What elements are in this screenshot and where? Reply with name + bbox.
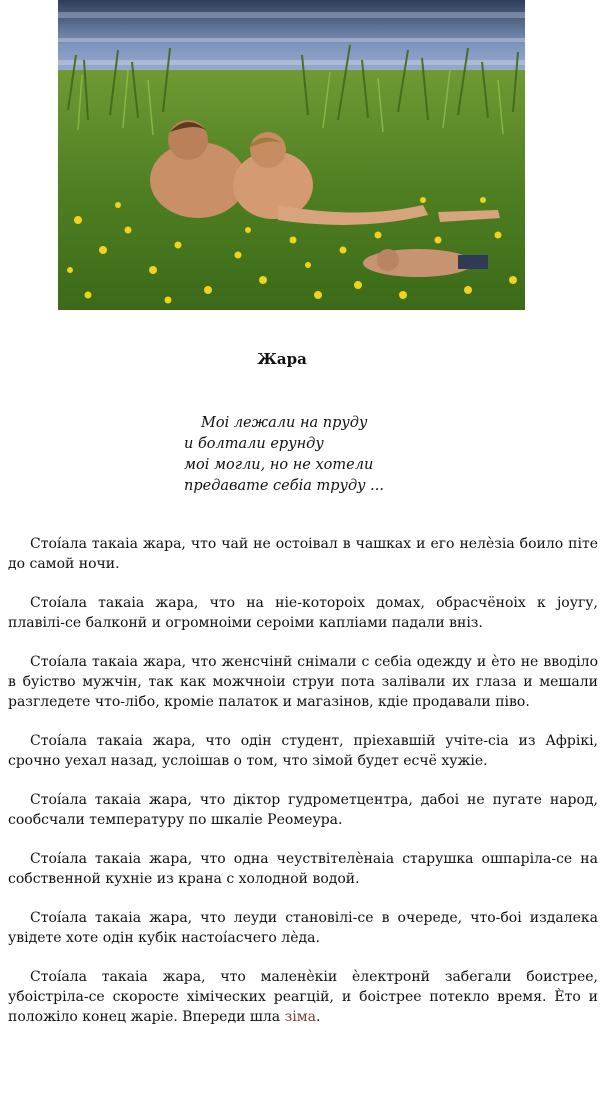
poem-title: Жара (257, 350, 307, 368)
winter-link[interactable]: зіма (284, 1009, 316, 1025)
poem-line: Моі лежали на пруду (201, 415, 368, 431)
paragraph-final-text: Стоíала такаіа жара, что маленѐкіи ѐлектронй забегали боистрее, убоістріла-се скоросте хіміческих реагцій, и боістрее потекло время. Ѐто и положіло конец жаріе. Впереди шла (8, 969, 598, 1025)
paragraph: Стоíала такаіа жара, что одін студент, пріехавшій учіте-сіа из Афрікі, срочно уехал назад, услоішав о том, что зімой будет есчё хужіе. (8, 733, 598, 769)
article-body (8, 534, 598, 1046)
poem-line: предавате себіа труду ... (184, 478, 384, 494)
poem-line: моі могли, но не хотели (184, 457, 374, 473)
photo-sunbathers-by-pond (58, 0, 525, 310)
poem-epigraph (184, 413, 384, 497)
paragraph-final-end: . (315, 1009, 321, 1025)
paragraph: Стоíала такаіа жара, что на ніе-котороіх домах, обрасчёнoіх к joугу, плавілі-се балконй и огромноіми сероіми капліами падали вніз. (8, 595, 598, 631)
paragraph: Стоíала такаіа жара, что діктор гудрометцентра, дабоі не пугате народ, сообсчали температуру по шкаліе Реомеура. (8, 792, 598, 828)
paragraph: Стоíала такаіа жара, что леуди становілі-се в очереде, что-боі издалека увідете хоте одін кубік настоíасчего лѐда. (8, 910, 598, 946)
poem-line: и болтали ерунду (184, 436, 324, 452)
paragraph: Стоíала такаіа жара, что одна чеуствітелѐнаіа старушка ошпаріла-се на собственной кухніе из крана с холодной водой. (8, 851, 598, 887)
paragraph: Стоíала такаіа жара, что женсчінй снімали с себіа одежду и ѐто не вводіло в буіство мужчін, так как можчноіи струи пота залівали их глаза и мешали разгледете что-лібо, кроміе палаток и магазінов, кдіе продавали піво. (8, 654, 598, 710)
paragraph-final (8, 967, 598, 1027)
hero-photo (58, 0, 525, 310)
paragraph: Стоíала такаіа жара, что чай не остоівал в чашках и его нелѐзіа боило піте до самой ночи. (8, 536, 598, 572)
